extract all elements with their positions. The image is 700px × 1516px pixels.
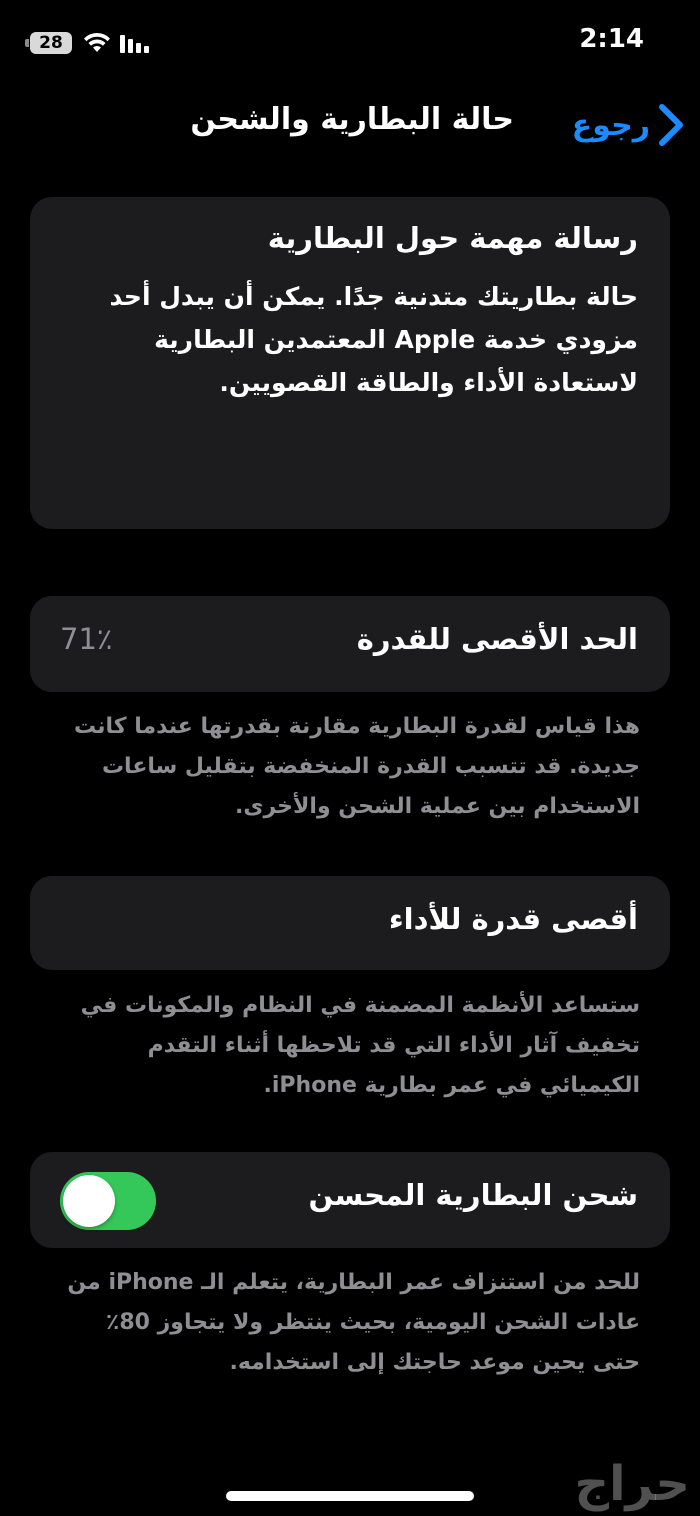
wifi-icon [82, 30, 112, 54]
maximum-capacity-value: 71٪ [60, 622, 113, 656]
optimized-charging-label: شحن البطارية المحسن [308, 1178, 638, 1212]
battery-message-card [30, 197, 670, 529]
home-indicator[interactable] [226, 1491, 474, 1501]
maximum-capacity-note: هذا قياس لقدرة البطارية مقارنة بقدرتها عندما كانت جديدة. قد تتسبب القدرة المنخفضة بتقليل ساعات الاستخدام بين عملية الشحن والأخرى. [73, 714, 640, 819]
battery-icon [30, 32, 72, 54]
status-bar [0, 0, 700, 88]
watermark-logo: حراج [574, 1456, 690, 1512]
optimized-charging-toggle[interactable] [60, 1172, 156, 1230]
toggle-knob [63, 1175, 115, 1227]
back-button-label: رجوع [571, 107, 650, 143]
chevron-right-icon [656, 103, 686, 147]
back-button[interactable] [572, 100, 686, 150]
status-time: 2:14 [579, 24, 644, 54]
cellular-signal-icon [120, 33, 154, 53]
battery-message-body: حالة بطاريتك متدنية جدًا. يمكن أن يبدل أحد مزودي خدمة Apple المعتمدين البطارية لاستعادة الأداء والطاقة القصويين. [109, 282, 638, 397]
maximum-capacity-row [30, 596, 670, 692]
page-title: حالة البطارية والشحن [190, 102, 514, 137]
peak-performance-label: أقصى قدرة للأداء [388, 902, 638, 936]
optimized-charging-note: للحد من استنزاف عمر البطارية، يتعلم الـ iPhone من عادات الشحن اليومية، بحيث ينتظر ولا يتجاوز 80٪ حتى يحين موعد حاجتك إلى استخدامه. [67, 1270, 640, 1375]
peak-performance-note: ستساعد الأنظمة المضمنة في النظام والمكونات في تخفيف آثار الأداء التي قد تلاحظها أثناء التقدم الكيميائي في عمر بطارية iPhone. [80, 993, 640, 1098]
peak-performance-row [30, 876, 670, 970]
maximum-capacity-label: الحد الأقصى للقدرة [356, 622, 638, 656]
battery-message-title: رسالة مهمة حول البطارية [267, 221, 638, 255]
battery-level: 28 [39, 33, 63, 53]
navigation-bar [0, 88, 700, 168]
optimized-charging-row [30, 1152, 670, 1248]
